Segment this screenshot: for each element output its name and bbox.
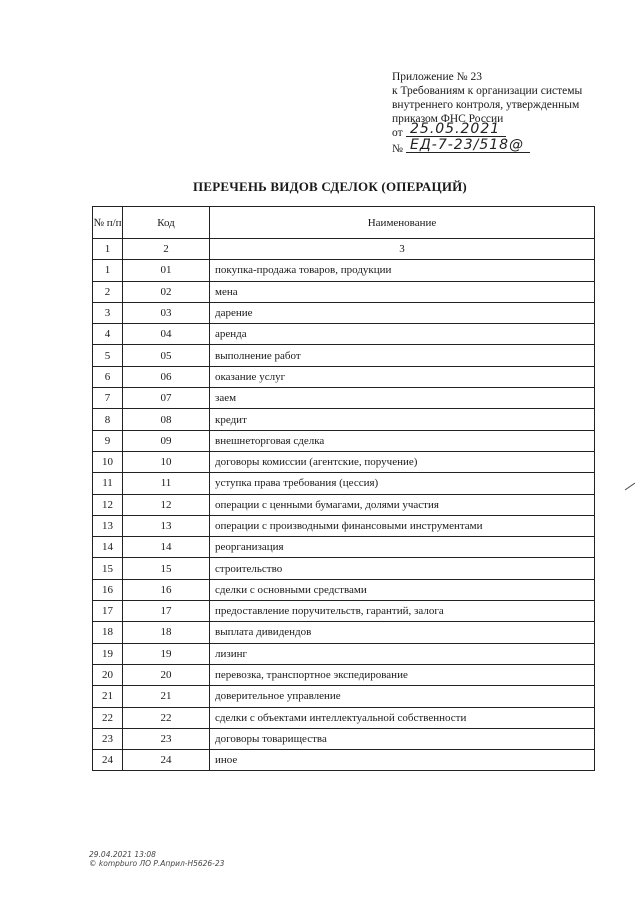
appendix-line-3: внутреннего контроля, утвержденным (392, 99, 580, 111)
row-name: внешнеторговая сделка (210, 430, 595, 451)
table-row (93, 707, 595, 728)
table-row (93, 494, 595, 515)
order-number (392, 137, 602, 158)
row-name: выплата дивидендов (210, 622, 595, 643)
row-number: 3 (93, 302, 123, 323)
row-code: 13 (123, 515, 210, 536)
row-number: 6 (93, 366, 123, 387)
appendix-line-4: приказом ФНС России (392, 113, 504, 125)
row-number: 12 (93, 494, 123, 515)
row-name: сделки с основными средствами (210, 579, 595, 600)
table-row (93, 345, 595, 366)
row-number: 23 (93, 728, 123, 749)
row-code: 14 (123, 537, 210, 558)
header-code: Код (123, 207, 210, 239)
row-code: 05 (123, 345, 210, 366)
row-name: перевозка, транспортное экспедирование (210, 664, 595, 685)
row-number: 2 (93, 281, 123, 302)
table-row (93, 558, 595, 579)
row-code: 23 (123, 728, 210, 749)
row-code: 11 (123, 473, 210, 494)
table-row (93, 281, 595, 302)
row-code: 16 (123, 579, 210, 600)
footer-timestamp: 29.04.2021 13:08 (89, 850, 156, 859)
row-code: 12 (123, 494, 210, 515)
number-prefix: № (392, 143, 403, 155)
row-name: выполнение работ (210, 345, 595, 366)
row-number: 13 (93, 515, 123, 536)
row-number: 16 (93, 579, 123, 600)
table-row (93, 750, 595, 771)
row-name: оказание услуг (210, 366, 595, 387)
table-row (93, 388, 595, 409)
row-code: 20 (123, 664, 210, 685)
table-row (93, 451, 595, 472)
document-title: ПЕРЕЧЕНЬ ВИДОВ СДЕЛОК (ОПЕРАЦИЙ) (193, 179, 467, 194)
table-row (93, 537, 595, 558)
table-row (93, 260, 595, 281)
row-code: 21 (123, 686, 210, 707)
row-code: 09 (123, 430, 210, 451)
row-name: уступка права требования (цессия) (210, 473, 595, 494)
row-code: 04 (123, 324, 210, 345)
appendix-title: Приложение № 23 (392, 71, 482, 83)
row-number: 21 (93, 686, 123, 707)
row-number: 17 (93, 601, 123, 622)
row-name: мена (210, 281, 595, 302)
date-prefix: от (392, 127, 403, 139)
header-name: Наименование (210, 207, 595, 239)
deal-types-table (92, 206, 595, 771)
table-row (93, 579, 595, 600)
handwritten-date: 25.05.2021 (406, 122, 506, 137)
row-code: 15 (123, 558, 210, 579)
table-row (93, 473, 595, 494)
row-name: доверительное управление (210, 686, 595, 707)
row-number: 15 (93, 558, 123, 579)
row-number: 19 (93, 643, 123, 664)
row-number: 7 (93, 388, 123, 409)
row-number: 1 (93, 260, 123, 281)
row-number: 8 (93, 409, 123, 430)
row-name: кредит (210, 409, 595, 430)
row-name: операции с ценными бумагами, долями участия (210, 494, 595, 515)
row-code: 08 (123, 409, 210, 430)
row-number: 9 (93, 430, 123, 451)
table-row (93, 601, 595, 622)
row-name: операции с производными финансовыми инструментами (210, 515, 595, 536)
print-footer (89, 850, 224, 868)
row-name: реорганизация (210, 537, 595, 558)
table-row (93, 686, 595, 707)
row-name: дарение (210, 302, 595, 323)
handwritten-number: ЕД-7-23/518@ (406, 138, 530, 153)
appendix-block (392, 70, 602, 158)
row-code: 02 (123, 281, 210, 302)
row-code: 24 (123, 750, 210, 771)
row-code: 07 (123, 388, 210, 409)
row-code: 01 (123, 260, 210, 281)
row-number: 20 (93, 664, 123, 685)
row-code: 10 (123, 451, 210, 472)
row-name: сделки с объектами интеллектуальной собственности (210, 707, 595, 728)
column-number-2: 2 (123, 239, 210, 260)
row-number: 22 (93, 707, 123, 728)
column-number-3: 3 (210, 239, 595, 260)
row-number: 24 (93, 750, 123, 771)
row-code: 03 (123, 302, 210, 323)
row-number: 18 (93, 622, 123, 643)
footer-source: © kompburo ЛО Р.Април-Н5626-23 (89, 859, 225, 868)
row-number: 11 (93, 473, 123, 494)
table-body (93, 260, 595, 771)
row-number: 4 (93, 324, 123, 345)
row-name: иное (210, 750, 595, 771)
table-row (93, 728, 595, 749)
appendix-line-2: к Требованиям к организации системы (392, 85, 583, 97)
row-number: 5 (93, 345, 123, 366)
table-row (93, 324, 595, 345)
table-row (93, 515, 595, 536)
row-name: аренда (210, 324, 595, 345)
row-name: заем (210, 388, 595, 409)
table-row (93, 643, 595, 664)
column-number-row (93, 239, 595, 260)
row-name: строительство (210, 558, 595, 579)
scan-mark (625, 483, 635, 491)
column-number-1: 1 (93, 239, 123, 260)
table-row (93, 664, 595, 685)
row-number: 10 (93, 451, 123, 472)
table-header-row (93, 207, 595, 239)
row-name: предоставление поручительств, гарантий, залога (210, 601, 595, 622)
table-row (93, 430, 595, 451)
table-row (93, 302, 595, 323)
row-name: договоры товарищества (210, 728, 595, 749)
row-number: 14 (93, 537, 123, 558)
row-code: 19 (123, 643, 210, 664)
header-num: № п/п (93, 207, 123, 239)
row-code: 17 (123, 601, 210, 622)
table-row (93, 366, 595, 387)
table-row (93, 409, 595, 430)
row-name: покупка-продажа товаров, продукции (210, 260, 595, 281)
row-name: договоры комиссии (агентские, поручение) (210, 451, 595, 472)
row-code: 06 (123, 366, 210, 387)
row-name: лизинг (210, 643, 595, 664)
row-code: 22 (123, 707, 210, 728)
row-code: 18 (123, 622, 210, 643)
table-row (93, 622, 595, 643)
